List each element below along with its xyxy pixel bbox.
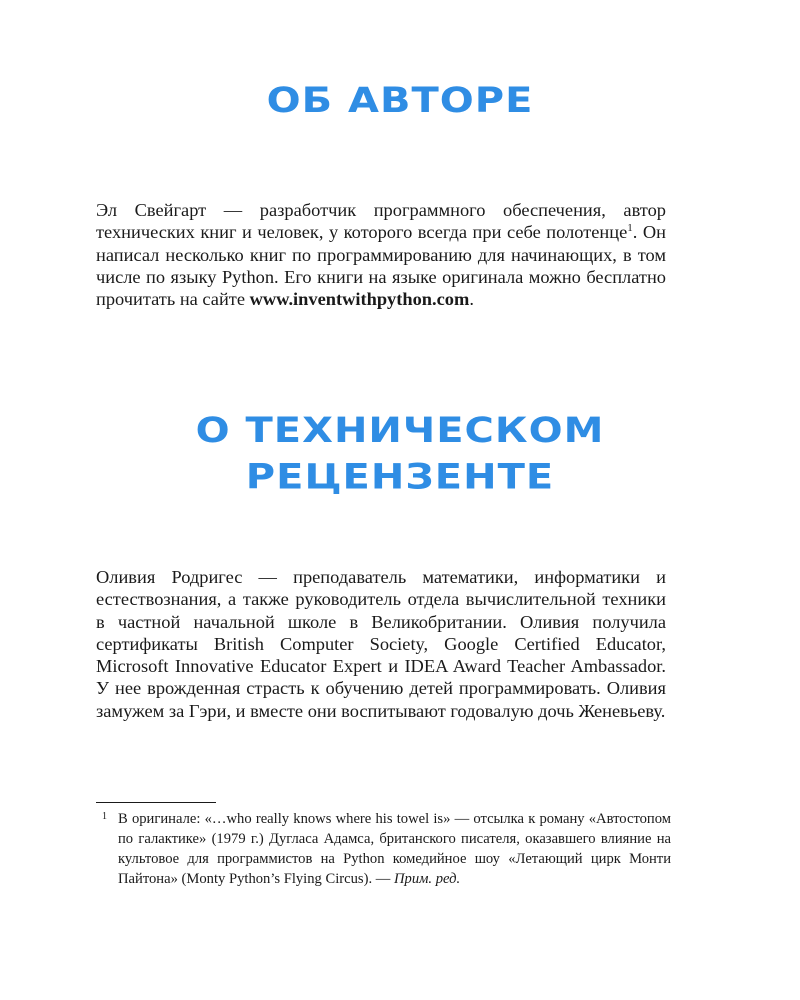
about-reviewer-title-line1: О ТЕХНИЧЕСКОМ <box>195 411 605 451</box>
author-text-end: . <box>469 289 474 310</box>
about-author-title: ОБ АВТОРЕ <box>266 81 534 121</box>
footnote-text: В оригинале: «…who really knows where his towel is» — отсылка к роману «Автостопом по галактике» (1979 г.) Дугласа Адамса, британского писателя, оказавшего влияние на культовое для программистов на Python комедийное шоу «Летающий цирк Монти Пайтона» (Monty Python’s Flying Circus). — <box>118 811 671 887</box>
author-website: www.inventwithpython.com <box>249 289 470 310</box>
about-reviewer-paragraph: Оливия Родригес — преподаватель математики, информатики и естествознания, а также руководитель отдела вычислительной техники в частной начальной школе в Великобритании. Оливия получила сертификаты British Computer Society, Google Certified Educator, Microsoft Innovative Educator Expert и IDEA Award Teacher Ambassador. У нее врожденная страсть к обучению детей программировать. Оливия замужем за Гэри, и вместе они воспитывают годовалую дочь Женевьеву. <box>96 567 666 721</box>
footnote-editor-note: Прим. ред. <box>393 871 461 887</box>
about-reviewer-title-line2: РЕЦЕНЗЕНТЕ <box>245 457 555 497</box>
about-author-paragraph <box>96 199 666 310</box>
footnote <box>96 809 671 889</box>
footnote-mark: 1 <box>102 811 107 822</box>
footnote-reference: 1 <box>627 222 633 235</box>
about-reviewer-heading <box>0 408 800 501</box>
author-text-part1: Эл Свейгарт — разработчик программного обеспечения, автор технических книг и человек, у которого всегда при себе полотенце <box>96 200 666 243</box>
about-author-heading <box>0 78 800 124</box>
author-text-part2: . Он написал несколько книг по программированию для начинающих, в том числе по языку Python. Его книги на языке оригинала можно бесплатно прочитать на сайте <box>96 222 666 310</box>
footnote-divider <box>96 802 216 803</box>
footnote-body <box>118 809 671 889</box>
